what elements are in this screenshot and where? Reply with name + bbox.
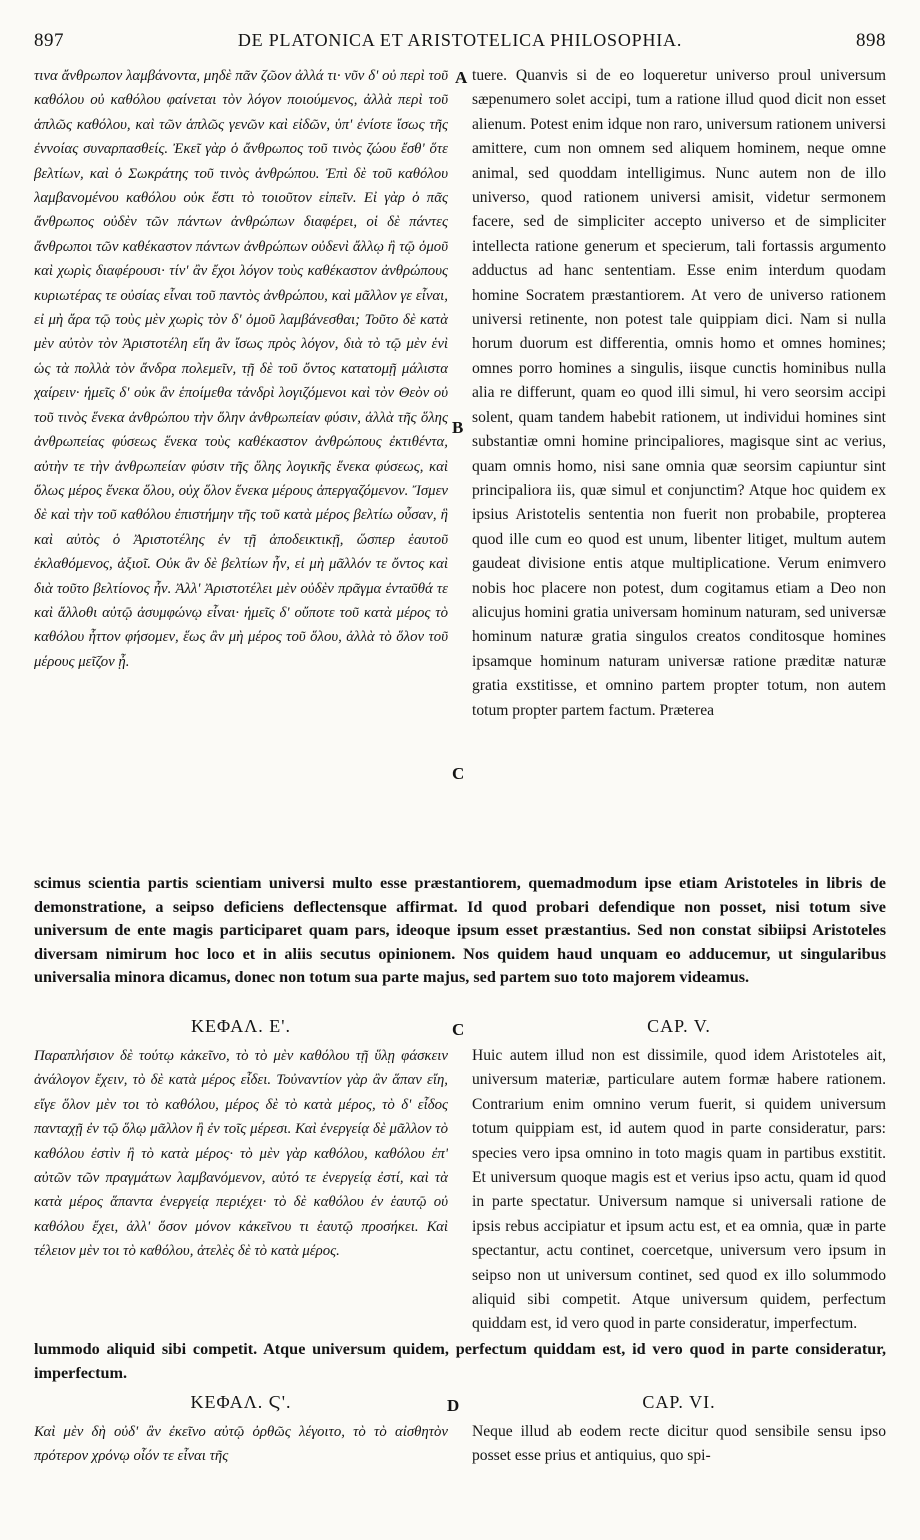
- latin-chapter-heading-5: CAP. V.: [647, 1016, 711, 1036]
- page-number-left: 897: [34, 30, 64, 51]
- greek-text-2: Παραπλήσιον δὲ τούτῳ κἀκεῖνο, τὸ τὸ μὲν καθόλου τῇ ὕλῃ φάσκειν ἀνάλογον ἔχειν, τὸ δὲ κατὰ μέρος εἶδει. Τοὐναντίον γὰρ ἂν ἅπαν εἴη, εἴγε ὅλον μὲν τοι τὸ καθόλου, μέρος δὲ τὸ κατὰ μέρος, τὸ δ' εἶδος πανταχῇ ἐν τῷ ὅλῳ μᾶλλον ἢ ἐν τοῖς μέρεσι. Καὶ ἐνεργείᾳ δὲ μᾶλλον τὸ καθόλου ἐστὶν ἢ τὸ κατὰ μέρος· τὸ μὲν γὰρ καθόλου, καθόλου ἐπ' αὐτῶν τῶν πραγμάτων λαμβανόμενον, αὐτό τε ἐνεργείᾳ ἐστί, καὶ τὰ κατὰ μέρος ἅπαντα ἐνεργείᾳ περιέχει· τὸ δὲ καθόλου ἐν ἑαυτῷ οὐ καθόλου ἔχει, ἀλλ' ὅσον μόνον κἀκεῖνου τι ἑαυτῷ προσήκει. Καὶ τέλειον μὲν τοι τὸ καθόλου, ἀτελὲς δὲ τὸ κατὰ μέρος.: [34, 1048, 448, 1260]
- page-number-right: 898: [856, 30, 886, 51]
- latin-fullwidth-text-2: lummodo aliquid sibi competit. Atque universum quidem, perfectum quiddam est, id vero quod in parte consideratur, imperfectum.: [34, 1340, 886, 1382]
- latin-fullwidth-text-1: scimus scientia partis scientiam universi multo esse præstantiorem, quemadmodum ipse etiam Aristoteles in libris de demonstratione, a seipso deficiens deflectensque affirmat. Id quod probari defendique non posset, nisi totum sive universum de ente magis participaret quam pars, ideoque ipsum esset præstantius. Sed non constat sibiipsi Aristoteles diversam nimirum hoc loco et in aliis secutus opinionem. Nos quidem haud unquam eo adducemur, ut singularibus universalia minora dicamus, donec non totum sua parte majus, sed partem suo toto majorem videamus.: [34, 874, 886, 987]
- latin-column-2: [472, 1044, 886, 1334]
- latin-fullwidth-1: [34, 872, 886, 1012]
- latin-chapter-heading-6: CAP. VI.: [642, 1392, 716, 1412]
- greek-column-1: [34, 64, 448, 870]
- greek-column-2: [34, 1044, 448, 1334]
- latin-text-2: Huic autem illud non est dissimile, quod idem Aristoteles ait, universum materiæ, particulare autem formæ habere rationem. Contrarium enim omnino verum fuerit, si quidem universum totum quippiam est, id autem quod in parte consideratur, pars: species vero ipsa omnino in toto magis quam in partibus exstitit. Et universum quoque magis est et verius ipso actu, quam id quod in parte spectatur. Universum namque si universali ratione de ipsis rebus accipiatur et ipsum actu est, et ea omnia, quæ in parte spectantur, actu continet, coercetque, universum vero ipsum in seipso non ut universum continet, sed quod ex illo solummodo aliquid sibi competit. Atque universum quidem, perfectum quiddam est, id vero quod in parte consideratur, imperfectum.: [472, 1047, 886, 1333]
- margin-marker-d: D: [447, 1396, 460, 1415]
- latin-text-1: tuere. Quanvis si de eo loqueretur universo proul universum sæpenumero solet accipi, tum a ratione illud quod dicit non esset alienum. Potest enim idque non raro, universum rationem universi amittere, cum non omnem sed aliquem hominem, neque omne animal, sed quoddam intelligimus. Nunc autem non de illo universo, quod rationem universi amisit, videtur sermonem facere, sed de simpliciter accepto universo et de simpliciter intellecta ratione generum et specierum, tali fortassis argumento adductus ad hanc sententiam. Esse enim interdum quodam homine Socratem præstantiorem. At vero de universo rationem universi retinente, non potest tale quippiam dici. Nam si nulla horum duorum est differentia, omnis homo et omnes homines; omnes porro homines a singulis, iisque cunctis hominibus nulla alia re differunt, quam eo quod illi simul, hi vero seorsim accipi solent, quam tandem habebit rationem, ut individui homines sint substantiæ omni homine principaliores, magisque sint ac verius, quam omnis homo, nisi sane omnia quæ seorsim capiuntur sint principaliora iis, quæ simul et conjunctim? Atque hoc quidem ex ipsius Aristotelis sententia non fuerit non probabile, propterea quod ille cum eo quod est unum, libenter litiget, multum autem gaudeat divisione entis atque multiplicatione. Verum enimvero nobis hoc placere non potest, dum cogitamus etiam a Deo non alicujus homini gratia universam hominum naturam, sed universæ hominum naturæ gratia singulos creatos conditosque homines ipsamque hominum naturam universæ ratione præditæ naturæ gratia exstitisse, et omnino partem propter totum, non autem totum propter partem factum. Præterea: [472, 67, 886, 719]
- latin-column-3: [472, 1420, 886, 1472]
- greek-chapter-heading-6: ΚΕΦΑΛ. Ϛ'.: [190, 1392, 292, 1412]
- margin-marker-b: B: [452, 418, 464, 437]
- margin-marker-a: A: [455, 68, 468, 87]
- running-title: DE PLATONICA ET ARISTOTELICA PHILOSOPHIA.: [237, 30, 683, 50]
- greek-text-1: τινα ἄνθρωπον λαμβάνοντα, μηδὲ πᾶν ζῶον ἀλλά τι· νῦν δ' οὐ περὶ τοῦ καθόλου οὐ καθόλου φαίνεται τὸν λόγον ποιούμενος, ἀλλὰ περὶ τοῦ ἁπλῶς καθόλου, καὶ τῶν ἁπλῶς γενῶν καὶ εἰδῶν, ὑπ' ἐνίοτε ἴσως τῆς ἐννοίας συναρπασθείς. Ἐκεῖ γὰρ ὁ ἄνθρωπος τοῦ τινὸς ζώου ἔσθ' ὅτε βελτίων, καὶ ὁ Σωκράτης τοῦ τινὸς ἀνθρώπου. Ἐπὶ δὲ τοῦ καθόλου λαμβανομένου καθόλου οὐκ ἔστι τὸ τοιοῦτον εἰπεῖν. Εἰ γὰρ ὁ πᾶς ἄνθρωπος οὐδὲν τῶν πάντων ἀνθρώπων διαφέρει, οἱ δὲ πάντες ἄνθρωποι τῶν καθέκαστον πάντων ἀνθρώπων οὐδενὶ ἄλλῳ ἢ τῷ ὁμοῦ καὶ χωρὶς διαφέρουσι· τίν' ἂν ἔχοι λόγον τοὺς καθέκαστον ἀνθρώπους κυριωτέρας τε οὐσίας εἶναι τοῦ παντὸς ἀνθρώπου, καὶ μᾶλλον γε εἶναι, εἰ μὴ ἄρα τῷ τοὺς μὲν χωρὶς τὸν δ' ὁμοῦ λαμβάνεσθαι; Τοῦτο δὲ κατὰ μὲν αὐτὸν τὸν Ἀριστοτέλη εἴη ἂν ἴσως πρὸς λόγον, διὰ τὸ τῷ μὲν ἑνὶ ὡς τὰ πολλὰ τὸν ἄνδρα πολεμεῖν, τῇ δὲ τοῦ ὄντος κατατομῇ μάλιστα χαίρειν· ἡμεῖς δ' οὐκ ἂν ἑποίμεθα τἀνδρὶ λογιζόμενοι καὶ τὸν Θεὸν οὐ τοῦ τινὸς ἕνεκα ἀνθρώπου τὴν ὅλην ἀνθρωπείαν φύσιν, ἀλλὰ τῆς ὅλης ἀνθρωπείας φύσεως ἕνεκα τοὺς καθέκαστον ἀνθρώπους ἐκτιθέντα, αὐτὴν τε τὴν ἀνθρωπείαν φύσιν τῆς ὅλης λογικῆς ἕνεκα φύσεως, καὶ ὅλως μέρος ἕνεκα ὅλου, οὐχ ὅλον ἕνεκα μέρους ἀπεργαζόμενον. Ἴσμεν δὲ καὶ τὴν τοῦ καθόλου ἐπιστήμην τῆς τοῦ κατὰ μέρος βελτίω οὖσαν, ἣ καὶ αὐτὸς ὁ Ἀριστοτέλης ἐν τῇ ἀποδεικτικῇ, ὥσπερ ἑαυτοῦ ἐκλαθόμενος, ἀξιοῖ. Οὐκ ἂν δὲ βελτίων ἦν, εἰ μὴ μᾶλλόν τε ὄντος καὶ διὰ τοῦτο βελτίονος ἦν. Ἀλλ' Ἀριστοτέλει μὲν οὐδὲν πρᾶγμα ἐνταῦθά τε καὶ ἄλλοθι αὐτῷ ἀσυμφώνῳ εἶναι· ἡμεῖς δ' οὔποτε τοῦ κατὰ μέρος τὸ καθόλου ἧττον φήσομεν, ἕως ἂν μὴ μέρος τοῦ ὅλου, ἀλλὰ τὸ ὅλον τοῦ μέρους μεῖζον ᾖ.: [34, 68, 448, 670]
- margin-marker-c: C: [452, 764, 465, 783]
- latin-column-1: [472, 64, 886, 870]
- latin-text-3: Neque illud ab eodem recte dicitur quod sensibile sensu ipso posset esse prius et antiquius, quo spi-: [472, 1423, 886, 1465]
- greek-column-3: [34, 1420, 448, 1472]
- page-header: [34, 30, 886, 60]
- latin-fullwidth-2: [34, 1338, 886, 1386]
- greek-chapter-heading-5: ΚΕΦΑΛ. Ε'.: [190, 1016, 292, 1036]
- margin-marker-c2: C: [452, 1020, 465, 1039]
- greek-text-3: Καὶ μὲν δὴ οὐδ' ἂν ἐκεῖνο αὐτῷ ὀρθῶς λέγοιτο, τὸ τὸ αἰσθητὸν πρότερον χρόνῳ οἷόν τε εἶναι τῆς: [34, 1424, 448, 1465]
